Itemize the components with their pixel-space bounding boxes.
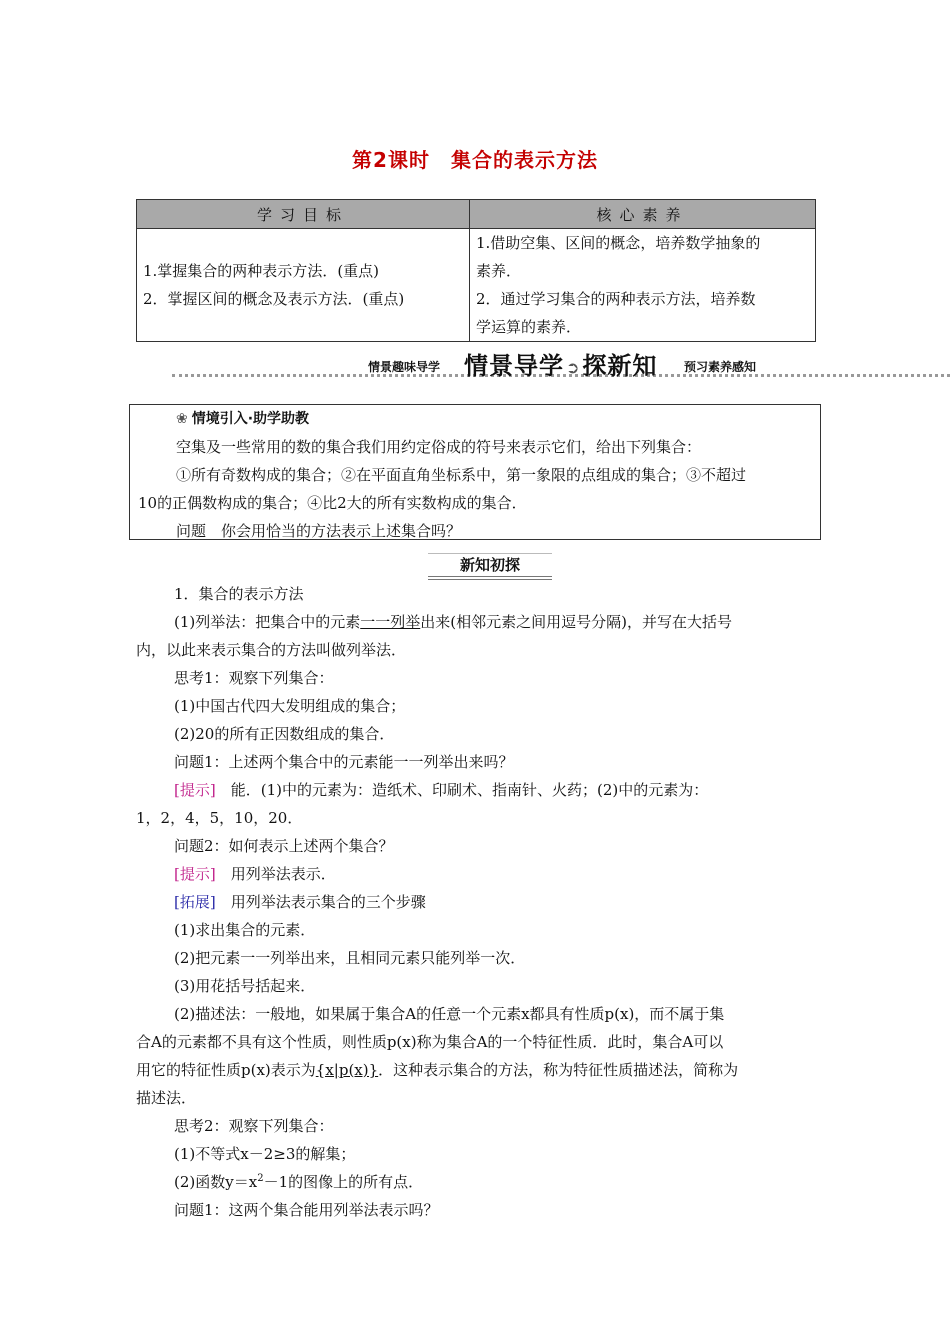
hint-tag: [提示] [174, 865, 216, 883]
paragraph: [提示] 用列举法表示． [174, 865, 336, 883]
paragraph: 用它的特征性质p(x)表示为{x|p(x)}．这种表示集合的方法，称为特征性质描述法，简称为 [136, 1061, 739, 1079]
paragraph: 描述法． [136, 1089, 197, 1107]
goals-cell [137, 229, 470, 342]
arrow-icon: ➲ [566, 357, 581, 377]
literacy-line: 素养． [476, 262, 522, 280]
section-banner [172, 346, 950, 382]
paragraph: 思考2：观察下列集合： [174, 1117, 334, 1135]
intro-box [129, 404, 821, 540]
paragraph: [拓展] 用列举法表示集合的三个步骤 [174, 893, 426, 911]
main-text [136, 580, 816, 1224]
paragraph: 问题1：上述两个集合中的元素能一一列举出来吗？ [174, 753, 514, 771]
banner-title [464, 346, 657, 381]
goal-line: 2．掌握区间的概念及表示方法．(重点) [143, 290, 405, 308]
extension-tag: [拓展] [174, 893, 216, 911]
banner-right-label: 预习素养感知 [684, 360, 757, 374]
paragraph: (2)函数$y=x^2-1$的图像上的所有点． [174, 1173, 424, 1191]
paragraph: 问题2：如何表示上述两个集合？ [174, 837, 394, 855]
paragraph: 内，以此来表示集合的方法叫做列举法． [136, 641, 407, 659]
paragraph: 问题1：这两个集合能用列举法表示吗？ [174, 1201, 439, 1219]
paragraph: 1，2，4，5，10，20． [136, 809, 303, 827]
handshake-icon: ❀ [176, 411, 188, 427]
learning-goals-table [136, 199, 816, 342]
heading: 1．集合的表示方法 [174, 585, 304, 603]
literacy-cell [470, 229, 816, 342]
paragraph: (2)把元素一一列举出来，且相同元素只能列举一次． [174, 949, 526, 967]
paragraph: (1)求出集合的元素． [174, 921, 316, 939]
intro-line: 空集及一些常用的数的集合我们用约定俗成的符号来表示它们，给出下列集合： [176, 438, 702, 456]
paragraph: (1)不等式x－2≥3的解集； [174, 1145, 356, 1163]
paragraph: (2)描述法：一般地，如果属于集合A的任意一个元素x都具有性质p(x)，而不属于集 [174, 1005, 725, 1023]
intro-header [176, 405, 309, 433]
paragraph: (1)中国古代四大发明组成的集合； [174, 697, 406, 715]
paragraph: 合A的元素都不具有这个性质，则性质p(x)称为集合A的一个特征性质．此时，集合A可以 [136, 1033, 724, 1051]
intro-question: 问题 你会用恰当的方法表示上述集合吗？ [176, 522, 462, 540]
literacy-line: 2．通过学习集合的两种表示方法，培养数 [476, 290, 756, 308]
goal-line: 1.掌握集合的两种表示方法．(重点) [143, 262, 380, 280]
hint-tag: [提示] [174, 781, 216, 799]
banner-left-label: 情景趣味导学 [368, 360, 441, 374]
literacy-line: 1.借助空集、区间的概念，培养数学抽象的 [476, 234, 761, 252]
paragraph: (2)20的所有正因数组成的集合． [174, 725, 395, 743]
paragraph: [提示] 能．(1)中的元素为：造纸术、印刷术、指南针、火药；(2)中的元素为： [174, 781, 709, 799]
intro-header-label: 情境引入·助学助教 [191, 411, 310, 427]
paragraph: (3)用花括号括起来． [174, 977, 316, 995]
literacy-line: 学运算的素养． [476, 318, 582, 336]
section-tag: 新知初探 [428, 553, 552, 580]
banner-title-left: 情景导学 [464, 352, 564, 380]
intro-line: 10的正偶数构成的集合；④比2大的所有实数构成的集合． [138, 494, 527, 512]
page-title: 第2课时 集合的表示方法 [352, 148, 598, 172]
paragraph: 思考1：观察下列集合： [174, 669, 334, 687]
core-literacy-header: 核心素养 [470, 200, 816, 229]
intro-line: ①所有奇数构成的集合；②在平面直角坐标系中，第一象限的点组成的集合；③不超过 [176, 466, 747, 484]
banner-title-right: 探新知 [582, 352, 658, 380]
goals-header: 学习目标 [137, 200, 470, 229]
paragraph: (1)列举法：把集合中的元素一一列举出来(相邻元素之间用逗号分隔)，并写在大括号 [174, 613, 732, 631]
